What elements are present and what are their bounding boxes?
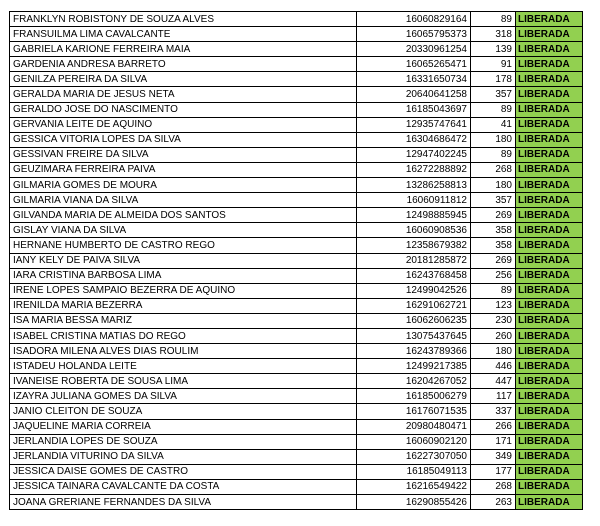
name-cell[interactable]: IVANEISE ROBERTA DE SOUSA LIMA — [10, 374, 357, 389]
value-cell[interactable]: 89 — [471, 147, 516, 162]
code-cell[interactable]: 12358679382 — [357, 238, 471, 253]
name-cell[interactable]: JERLANDIA VITURINO DA SILVA — [10, 449, 357, 464]
name-cell[interactable]: GENILZA PEREIRA DA SILVA — [10, 72, 357, 87]
status-cell[interactable]: LIBERADA — [516, 449, 583, 464]
value-cell[interactable]: 91 — [471, 57, 516, 72]
name-cell[interactable]: ISADORA MILENA ALVES DIAS ROULIM — [10, 344, 357, 359]
name-cell[interactable]: JAQUELINE MARIA CORREIA — [10, 419, 357, 434]
data-table — [9, 11, 583, 510]
name-cell[interactable]: JESSICA DAISE GOMES DE CASTRO — [10, 464, 357, 479]
value-cell[interactable]: 177 — [471, 464, 516, 479]
status-cell[interactable]: LIBERADA — [516, 27, 583, 42]
name-cell[interactable]: IARA CRISTINA BARBOSA LIMA — [10, 268, 357, 283]
code-cell[interactable]: 16185006279 — [357, 389, 471, 404]
code-cell[interactable]: 16060902120 — [357, 434, 471, 449]
value-cell[interactable]: 89 — [471, 102, 516, 117]
value-cell[interactable]: 337 — [471, 404, 516, 419]
table-row — [10, 132, 583, 147]
status-cell[interactable]: LIBERADA — [516, 298, 583, 313]
status-cell[interactable]: LIBERADA — [516, 57, 583, 72]
status-cell[interactable]: LIBERADA — [516, 313, 583, 328]
code-cell[interactable]: 16290855426 — [357, 495, 471, 510]
name-cell[interactable]: FRANKLYN ROBISTONY DE SOUZA ALVES — [10, 12, 357, 27]
value-cell[interactable]: 318 — [471, 27, 516, 42]
status-cell[interactable]: LIBERADA — [516, 102, 583, 117]
status-cell[interactable]: LIBERADA — [516, 434, 583, 449]
status-cell[interactable]: LIBERADA — [516, 268, 583, 283]
table-row — [10, 238, 583, 253]
value-cell[interactable]: 266 — [471, 419, 516, 434]
name-cell[interactable]: IRENE LOPES SAMPAIO BEZERRA DE AQUINO — [10, 283, 357, 298]
table-row — [10, 42, 583, 57]
name-cell[interactable]: IRENILDA MARIA BEZERRA — [10, 298, 357, 313]
table-row — [10, 57, 583, 72]
value-cell[interactable]: 256 — [471, 268, 516, 283]
code-cell[interactable]: 12498885945 — [357, 208, 471, 223]
name-cell[interactable]: GESSIVAN FREIRE DA SILVA — [10, 147, 357, 162]
code-cell[interactable]: 16243789366 — [357, 344, 471, 359]
name-cell[interactable]: IANY KELY DE PAIVA SILVA — [10, 253, 357, 268]
table-row — [10, 419, 583, 434]
table-row — [10, 253, 583, 268]
table-row — [10, 313, 583, 328]
table-row — [10, 389, 583, 404]
table-row — [10, 404, 583, 419]
code-cell[interactable]: 16176071535 — [357, 404, 471, 419]
value-cell[interactable]: 180 — [471, 178, 516, 193]
code-cell[interactable]: 16243768458 — [357, 268, 471, 283]
code-cell[interactable]: 16060911812 — [357, 193, 471, 208]
status-cell[interactable]: LIBERADA — [516, 328, 583, 343]
value-cell[interactable]: 41 — [471, 117, 516, 132]
value-cell[interactable]: 89 — [471, 12, 516, 27]
status-cell[interactable]: LIBERADA — [516, 87, 583, 102]
status-cell[interactable]: LIBERADA — [516, 178, 583, 193]
name-cell[interactable]: JOANA GRERIANE FERNANDES DA SILVA — [10, 495, 357, 510]
value-cell[interactable]: 180 — [471, 132, 516, 147]
value-cell[interactable]: 139 — [471, 42, 516, 57]
value-cell[interactable]: 357 — [471, 87, 516, 102]
table-row — [10, 298, 583, 313]
code-cell[interactable]: 16060908536 — [357, 223, 471, 238]
status-cell[interactable]: LIBERADA — [516, 479, 583, 494]
table-row — [10, 328, 583, 343]
code-cell[interactable]: 13286258813 — [357, 178, 471, 193]
name-cell[interactable]: JANIO CLEITON DE SOUZA — [10, 404, 357, 419]
code-cell[interactable]: 20980480471 — [357, 419, 471, 434]
value-cell[interactable]: 447 — [471, 374, 516, 389]
status-cell[interactable]: LIBERADA — [516, 359, 583, 374]
table-row — [10, 479, 583, 494]
value-cell[interactable]: 358 — [471, 238, 516, 253]
code-cell[interactable]: 16291062721 — [357, 298, 471, 313]
name-cell[interactable]: GILMARIA VIANA DA SILVA — [10, 193, 357, 208]
table-row — [10, 344, 583, 359]
code-cell[interactable]: 16185043697 — [357, 102, 471, 117]
code-cell[interactable]: 16065265471 — [357, 57, 471, 72]
status-cell[interactable]: LIBERADA — [516, 162, 583, 177]
value-cell[interactable]: 180 — [471, 344, 516, 359]
name-cell[interactable]: JESSICA TAINARA CAVALCANTE DA COSTA — [10, 479, 357, 494]
code-cell[interactable]: 16060829164 — [357, 12, 471, 27]
name-cell[interactable]: GISLAY VIANA DA SILVA — [10, 223, 357, 238]
name-cell[interactable]: GABRIELA KARIONE FERREIRA MAIA — [10, 42, 357, 57]
table-row — [10, 27, 583, 42]
name-cell[interactable]: FRANSUILMA LIMA CAVALCANTE — [10, 27, 357, 42]
status-cell[interactable]: LIBERADA — [516, 132, 583, 147]
name-cell[interactable]: HERNANE HUMBERTO DE CASTRO REGO — [10, 238, 357, 253]
table-row — [10, 117, 583, 132]
table-row — [10, 178, 583, 193]
code-cell[interactable]: 12947402245 — [357, 147, 471, 162]
status-cell[interactable]: LIBERADA — [516, 419, 583, 434]
value-cell[interactable]: 117 — [471, 389, 516, 404]
table-row — [10, 434, 583, 449]
code-cell[interactable]: 20640641258 — [357, 87, 471, 102]
code-cell[interactable]: 20330961254 — [357, 42, 471, 57]
code-cell[interactable]: 16216549422 — [357, 479, 471, 494]
status-cell[interactable]: LIBERADA — [516, 223, 583, 238]
table-row — [10, 193, 583, 208]
code-cell[interactable]: 16272288892 — [357, 162, 471, 177]
status-cell[interactable]: LIBERADA — [516, 344, 583, 359]
value-cell[interactable]: 446 — [471, 359, 516, 374]
table-row — [10, 283, 583, 298]
status-cell[interactable]: LIBERADA — [516, 12, 583, 27]
value-cell[interactable]: 123 — [471, 298, 516, 313]
table-row — [10, 268, 583, 283]
value-cell[interactable]: 357 — [471, 193, 516, 208]
name-cell[interactable]: IZAYRA JULIANA GOMES DA SILVA — [10, 389, 357, 404]
status-cell[interactable]: LIBERADA — [516, 495, 583, 510]
name-cell[interactable]: GERALDO JOSE DO NASCIMENTO — [10, 102, 357, 117]
table-row — [10, 162, 583, 177]
value-cell[interactable]: 358 — [471, 223, 516, 238]
table-row — [10, 147, 583, 162]
status-cell[interactable]: LIBERADA — [516, 253, 583, 268]
name-cell[interactable]: ISTADEU HOLANDA LEITE — [10, 359, 357, 374]
name-cell[interactable]: GEUZIMARA FERREIRA PAIVA — [10, 162, 357, 177]
status-cell[interactable]: LIBERADA — [516, 42, 583, 57]
value-cell[interactable]: 178 — [471, 72, 516, 87]
name-cell[interactable]: GILMARIA GOMES DE MOURA — [10, 178, 357, 193]
table-row — [10, 12, 583, 27]
name-cell[interactable]: GARDENIA ANDRESA BARRETO — [10, 57, 357, 72]
table-row — [10, 495, 583, 510]
table-row — [10, 87, 583, 102]
name-cell[interactable]: GERVANIA LEITE DE AQUINO — [10, 117, 357, 132]
code-cell[interactable]: 16062606235 — [357, 313, 471, 328]
code-cell[interactable]: 16227307050 — [357, 449, 471, 464]
table-row — [10, 102, 583, 117]
status-cell[interactable]: LIBERADA — [516, 389, 583, 404]
status-cell[interactable]: LIBERADA — [516, 117, 583, 132]
name-cell[interactable]: ISABEL CRISTINA MATIAS DO REGO — [10, 328, 357, 343]
code-cell[interactable]: 20181285872 — [357, 253, 471, 268]
value-cell[interactable]: 268 — [471, 479, 516, 494]
code-cell[interactable]: 16065795373 — [357, 27, 471, 42]
status-cell[interactable]: LIBERADA — [516, 238, 583, 253]
name-cell[interactable]: GESSICA VITORIA LOPES DA SILVA — [10, 132, 357, 147]
value-cell[interactable]: 349 — [471, 449, 516, 464]
code-cell[interactable]: 12499217385 — [357, 359, 471, 374]
name-cell[interactable]: GERALDA MARIA DE JESUS NETA — [10, 87, 357, 102]
table-row — [10, 208, 583, 223]
name-cell[interactable]: JERLANDIA LOPES DE SOUZA — [10, 434, 357, 449]
status-cell[interactable]: LIBERADA — [516, 193, 583, 208]
table-row — [10, 464, 583, 479]
table-row — [10, 449, 583, 464]
status-cell[interactable]: LIBERADA — [516, 464, 583, 479]
name-cell[interactable]: GILVANDA MARIA DE ALMEIDA DOS SANTOS — [10, 208, 357, 223]
value-cell[interactable]: 260 — [471, 328, 516, 343]
table-row — [10, 223, 583, 238]
table-row — [10, 374, 583, 389]
code-cell[interactable]: 16304686472 — [357, 132, 471, 147]
code-cell[interactable]: 16204267052 — [357, 374, 471, 389]
code-cell[interactable]: 12499042526 — [357, 283, 471, 298]
value-cell[interactable]: 230 — [471, 313, 516, 328]
code-cell[interactable]: 12935747641 — [357, 117, 471, 132]
code-cell[interactable]: 16331650734 — [357, 72, 471, 87]
status-cell[interactable]: LIBERADA — [516, 72, 583, 87]
status-cell[interactable]: LIBERADA — [516, 147, 583, 162]
status-cell[interactable]: LIBERADA — [516, 283, 583, 298]
value-cell[interactable]: 263 — [471, 495, 516, 510]
name-cell[interactable]: ISA MARIA BESSA MARIZ — [10, 313, 357, 328]
value-cell[interactable]: 89 — [471, 283, 516, 298]
status-cell[interactable]: LIBERADA — [516, 404, 583, 419]
value-cell[interactable]: 269 — [471, 253, 516, 268]
table-body — [10, 12, 583, 510]
code-cell[interactable]: 13075437645 — [357, 328, 471, 343]
status-cell[interactable]: LIBERADA — [516, 208, 583, 223]
code-cell[interactable]: 16185049113 — [357, 464, 471, 479]
value-cell[interactable]: 268 — [471, 162, 516, 177]
value-cell[interactable]: 171 — [471, 434, 516, 449]
table-row — [10, 72, 583, 87]
status-cell[interactable]: LIBERADA — [516, 374, 583, 389]
value-cell[interactable]: 269 — [471, 208, 516, 223]
table-row — [10, 359, 583, 374]
